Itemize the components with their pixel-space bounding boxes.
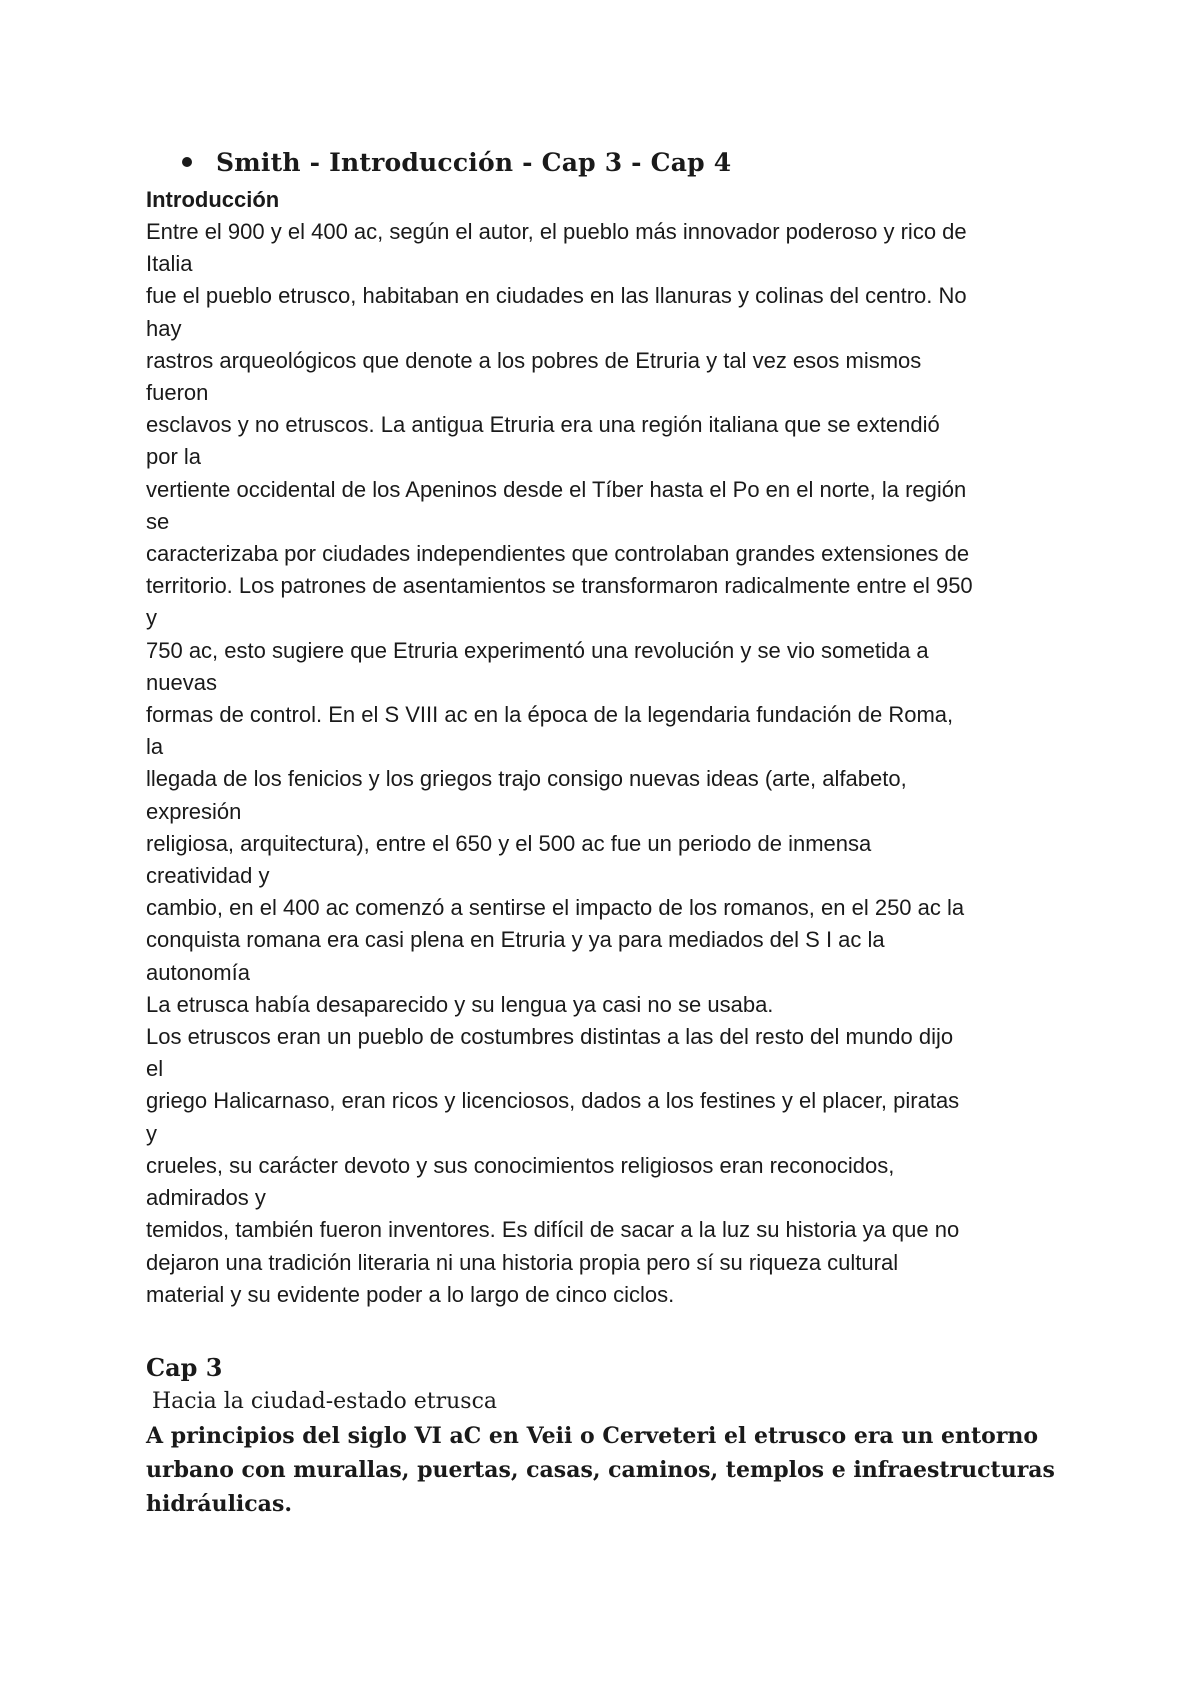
cap3-body (146, 1419, 1066, 1521)
intro-body (146, 216, 1066, 1311)
cap3-subtitle: Hacia la ciudad-estado etrusca (152, 1388, 498, 1414)
intro-line: material y su evidente poder a lo largo de cinco ciclos. (146, 1281, 675, 1307)
intro-line: por la (146, 444, 202, 470)
intro-line: Entre el 900 y el 400 ac, según el autor, el pueblo más innovador poderoso y rico de (146, 219, 967, 244)
intro-line: el (146, 1056, 164, 1082)
cap3-heading: Cap 3 (146, 1352, 223, 1382)
intro-line: llegada de los fenicios y los griegos trajo consigo nuevas ideas (arte, alfabeto, (146, 766, 907, 792)
cap3-line: hidráulicas. (146, 1490, 292, 1517)
section-heading: Smith - Introducción - Cap 3 - Cap 4 (216, 147, 732, 177)
intro-line: y (146, 605, 157, 631)
intro-line: rastros arqueológicos que denote a los pobres de Etruria y tal vez esos mismos (146, 347, 922, 373)
intro-line: se (146, 508, 170, 534)
document-page (146, 142, 1066, 1521)
intro-heading: Introducción (146, 187, 280, 212)
intro-line: vertiente occidental de los Apeninos desde el Tíber hasta el Po en el norte, la región (146, 476, 967, 502)
intro-line: conquista romana era casi plena en Etruria y ya para mediados del S I ac la (146, 927, 885, 953)
intro-line: formas de control. En el S VIII ac en la época de la legendaria fundación de Roma, (146, 702, 954, 728)
intro-line: y (146, 1120, 157, 1146)
intro-line: territorio. Los patrones de asentamientos se transformaron radicalmente entre el 950 (146, 573, 973, 599)
intro-line: Los etruscos eran un pueblo de costumbres distintas a las del resto del mundo dijo (146, 1024, 954, 1050)
intro-line: religiosa, arquitectura), entre el 650 y el 500 ac fue un periodo de inmensa (146, 830, 872, 856)
intro-line: caracterizaba por ciudades independientes que controlaban grandes extensiones de (146, 541, 970, 567)
intro-line: Italia (146, 251, 193, 277)
intro-line: hay (146, 315, 182, 341)
intro-line: temidos, también fueron inventores. Es difícil de sacar a la luz su historia ya que no (146, 1217, 960, 1243)
intro-line: admirados y (146, 1185, 266, 1211)
cap3-line: urbano con murallas, puertas, casas, caminos, templos e infraestructuras (146, 1456, 1055, 1483)
intro-line: esclavos y no etruscos. La antigua Etruria era una región italiana que se extendió (146, 412, 940, 438)
intro-line: la (146, 734, 164, 760)
intro-line: autonomía (146, 959, 250, 985)
intro-line: creatividad y (146, 863, 270, 889)
intro-line: fue el pueblo etrusco, habitaban en ciudades en las llanuras y colinas del centro. No (146, 283, 967, 309)
intro-line: expresión (146, 798, 242, 824)
intro-line: 750 ac, esto sugiere que Etruria experimentó una revolución y se vio sometida a (146, 637, 929, 663)
intro-line: fueron (146, 380, 209, 406)
bullet-dot-icon (182, 157, 192, 167)
section-heading-item (182, 142, 1066, 182)
intro-line: griego Halicarnaso, eran ricos y licenciosos, dados a los festines y el placer, piratas (146, 1088, 960, 1114)
intro-line: nuevas (146, 669, 217, 695)
intro-line: crueles, su carácter devoto y sus conocimientos religiosos eran reconocidos, (146, 1152, 895, 1178)
intro-line: La etrusca había desaparecido y su lengua ya casi no se usaba. (146, 991, 774, 1017)
intro-line: cambio, en el 400 ac comenzó a sentirse el impacto de los romanos, en el 250 ac la (146, 895, 965, 921)
intro-line: dejaron una tradición literaria ni una historia propia pero sí su riqueza cultural (146, 1249, 899, 1275)
cap3-line: A principios del siglo VI aC en Veii o Cerveteri el etrusco era un entorno (146, 1422, 1039, 1449)
